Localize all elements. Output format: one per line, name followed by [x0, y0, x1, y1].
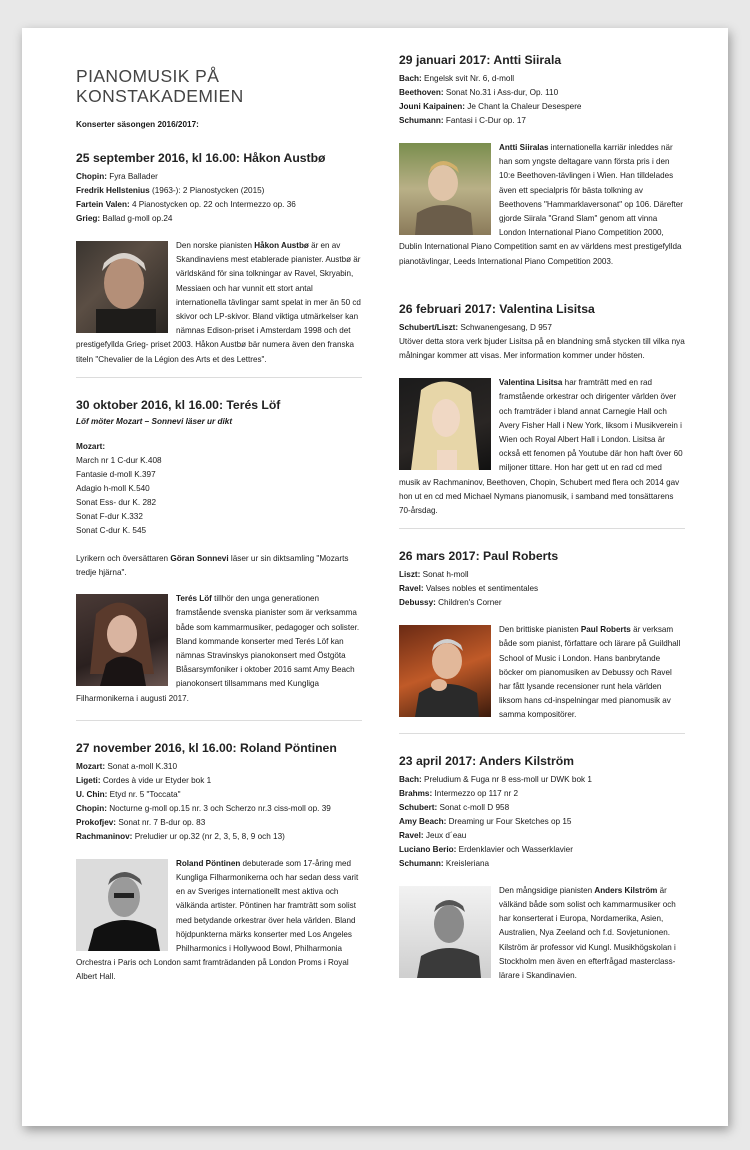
concert-lisitsa	[399, 302, 685, 518]
program-item: Grieg: Ballad g-moll op.24	[76, 214, 173, 223]
program-item: Debussy: Children's Corner	[399, 598, 502, 608]
concert-heading: 26 mars 2017: Paul Roberts	[399, 549, 559, 564]
title-line-2: KONSTAKADEMIEN	[76, 86, 244, 106]
concert-heading: 23 april 2017: Anders Kilström	[399, 753, 574, 768]
divider	[399, 528, 685, 529]
program-list	[399, 321, 685, 335]
program-list	[399, 568, 685, 610]
program-item: Sonat Ess- dur K. 282	[76, 497, 157, 507]
concert-pontinen	[76, 741, 362, 985]
program-item: Prokofjev: Sonat nr. 7 B-dur op. 83	[76, 817, 206, 827]
portrait-lof	[76, 594, 168, 686]
portrait-siirala	[399, 143, 491, 235]
program-item: Adagio h-moll K.540	[76, 483, 150, 493]
program-item: March nr 1 C-dur K.408	[76, 455, 162, 465]
program-item: Chopin: Fyra Ballader	[76, 172, 158, 181]
program-list	[399, 773, 685, 871]
right-column	[399, 28, 685, 983]
concert-heading: 27 november 2016, kl 16.00: Roland Pöntinen	[76, 740, 337, 755]
divider	[76, 720, 362, 721]
bio: Valentina Lisitsa har framträtt med en rad framstående orkestrar och dirigenter världen över och framträder i bland annat Carnegie Hall och Avery Fisher Hall i New York, liksom i Musikverein i Wien och Royal Albert Hall i London. Lisitsa är också ett fenomen på Youtube där hon haft över 60 miljoner tittare. Hon har gett ut en rad cd med musik av Rachmaninov, Beethoven, Chopin, Schubert med flera och 2014 gav hon ut en cd med Michael Nymans pianomusik, i samband med tonsättarens 70-årsdag.	[399, 378, 683, 516]
concert-heading: 25 september 2016, kl 16.00: Håkon Austbø	[76, 151, 326, 165]
divider	[399, 733, 685, 734]
program-item: Fredrik Hellstenius (1963-): 2 Pianostycken (2015)	[76, 186, 265, 195]
program-item: Rachmaninov: Preludier ur op.32 (nr 2, 3, 5, 8, 9 och 13)	[76, 831, 285, 841]
program-item: Fantasie d-moll K.397	[76, 469, 156, 479]
program-list	[76, 760, 362, 844]
program-item: Fartein Valen: 4 Pianostycken op. 22 och Intermezzo op. 36	[76, 200, 296, 209]
concert-heading: 30 oktober 2016, kl 16.00: Terés Löf	[76, 397, 281, 412]
program-item: Bach: Preludium & Fuga nr 8 ess-moll ur DWK bok 1	[399, 774, 592, 784]
program-item: Chopin: Nocturne g-moll op.15 nr. 3 och Scherzo nr.3 ciss-moll op. 39	[76, 803, 331, 813]
bio: Roland Pöntinen debuterade som 17-åring med Kungliga Filharmonikerna och har sedan dess varit en av Sveriges internationellt mest aktiva och välkända artister. Pöntinen har framträtt som solist med betydande orkestrar över hela världen. Bland höjdpunkterna märks konserter med Los Angeles Philharmonics i Hollywood Bowl, Philharmonia Orchestra i Paris och London samt framträdanden på London Proms i Royal Albert Hall.	[76, 858, 359, 982]
poet-note: Lyrikern och översättaren Göran Sonnevi läser ur sin diktsamling "Mozarts tredje hjärna".	[76, 553, 349, 578]
program-list	[399, 72, 685, 128]
program-item: Schubert: Sonat c-moll D 958	[399, 802, 510, 812]
left-column	[76, 28, 362, 985]
program-list	[76, 170, 362, 226]
composer-label: Mozart:	[76, 441, 106, 451]
concert-austbo	[76, 151, 362, 367]
season-label: Konserter säsongen 2016/2017:	[76, 120, 199, 129]
portrait-kilstrom	[399, 886, 491, 978]
program-item: Beethoven: Sonat No.31 i Ass-dur, Op. 110	[399, 88, 559, 97]
program-item: Sonat F-dur K.332	[76, 511, 143, 521]
program-item: Schubert/Liszt: Schwanengesang, D 957	[399, 322, 552, 332]
program-item: Brahms: Intermezzo op 117 nr 2	[399, 788, 519, 798]
page	[22, 28, 728, 1126]
program-item: Schumann: Fantasi i C-Dur op. 17	[399, 116, 526, 125]
concert-heading: 29 januari 2017: Antti Siirala	[399, 53, 562, 67]
program-item: Schumann: Kreisleriana	[399, 858, 490, 868]
program-item: U. Chin: Etyd nr. 5 "Toccata"	[76, 789, 181, 799]
portrait-austbo	[76, 241, 168, 333]
page-title	[76, 66, 362, 106]
bio: Antti Siiralas internationella karriär inleddes när han som yngste deltagare vann första pris i den 10:e Beethoven-tävlingen i Wien. Han tilldelades även ett specialpris för bästa tolkning av Beethovens "Hammarklaversonat" op 106. Därefter gjorde Siirala "Grand Slam" genom att vinna London International Piano Competition 2000, Dublin International Piano Competition samt en av världens mest prestigefyllda pianotävlingar, Leeds International Piano Competition 2003.	[399, 143, 683, 266]
program-item: Ligeti: Cordes à vide ur Etyder bok 1	[76, 775, 212, 785]
program-item: Mozart: Sonat a-moll K.310	[76, 761, 178, 771]
portrait-roberts	[399, 625, 491, 717]
divider	[76, 377, 362, 378]
program-item: Bach: Engelsk svit Nr. 6, d-moll	[399, 74, 515, 83]
concert-intro: Utöver detta stora verk bjuder Lisitsa på en blandning små stycken till vilka nya målningar kommer att visas. Mer information kommer under hösten.	[399, 336, 685, 361]
concert-kilstrom	[399, 754, 685, 983]
program-item: Ravel: Valses nobles et sentimentales	[399, 584, 539, 594]
bio: Terés Löf tillhör den unga generationen framstående svenska pianister som är verksamma både som kammarmusiker, pedagoger och solister. Bland kommande konserter med Terés Löf kan nämnas Stravinskys pianokonsert med Östgöta Blåsarsymfoniker i oktober 2016 samt Amy Beach pianokonsert tillsammans med Kungliga Filharmonikerna i augusti 2017.	[76, 594, 360, 703]
concert-siirala	[399, 53, 685, 269]
bio: Den mångsidige pianisten Anders Kilström är välkänd både som solist och kammarmusiker och har konserterat i Europa, Nordamerika, Asien, Australien, Nya Zeeland och f.d. Sovjetunionen. Kilström är professor vid Kungl. Musikhögskolan i Stockholm men även en efterfrågad masterclass-lärare i Skandinavien.	[399, 884, 685, 983]
program-item: Ravel: Jeux d´eau	[399, 830, 467, 840]
portrait-pontinen	[76, 859, 168, 951]
program-list	[76, 440, 362, 538]
program-item: Amy Beach: Dreaming ur Four Sketches op 15	[399, 816, 572, 826]
bio: Den brittiske pianisten Paul Roberts är verksam både som pianist, författare och lärare på Guildhall School of Music i London. Hans banbrytande böcker om pianomusiken av Debussy och Ravel har fått lysande recensioner runt hela världen liksom hans cd-inspelningar med pianomusik av samma kompositörer.	[399, 623, 685, 722]
program-item: Sonat C-dur K. 545	[76, 525, 147, 535]
concert-heading: 26 februari 2017: Valentina Lisitsa	[399, 301, 595, 316]
program-item: Liszt: Sonat h-moll	[399, 570, 469, 580]
concert-subtitle: Löf möter Mozart – Sonnevi läser ur dikt	[76, 416, 233, 426]
program-item: Jouni Kaipainen: Je Chant la Chaleur Desespere	[399, 102, 582, 111]
concert-lof	[76, 398, 362, 706]
title-line-1: PIANOMUSIK PÅ	[76, 66, 220, 86]
concert-roberts	[399, 549, 685, 722]
bio: Den norske pianisten Håkon Austbø är en av Skandinaviens mest etablerade pianister. Austbø är världskänd för sina tolkningar av Ravel, Skryabin, Messiaen och har vunnit ett stort antal internationella tävlingar samt spelat in mer än 50 cd skivor och LP-skivor. Bland viktiga utmärkelser kan nämnas Edison-priset i Amsterdam 1998 och det prestigefyllda Grieg- priset 2003. Håkon Austbø bär numera även den franska titeln "Chevalier de la Légion des Arts et des Lettres".	[76, 241, 361, 364]
portrait-lisitsa	[399, 378, 491, 470]
program-item: Luciano Berio: Erdenklavier och Wasserklavier	[399, 844, 573, 854]
